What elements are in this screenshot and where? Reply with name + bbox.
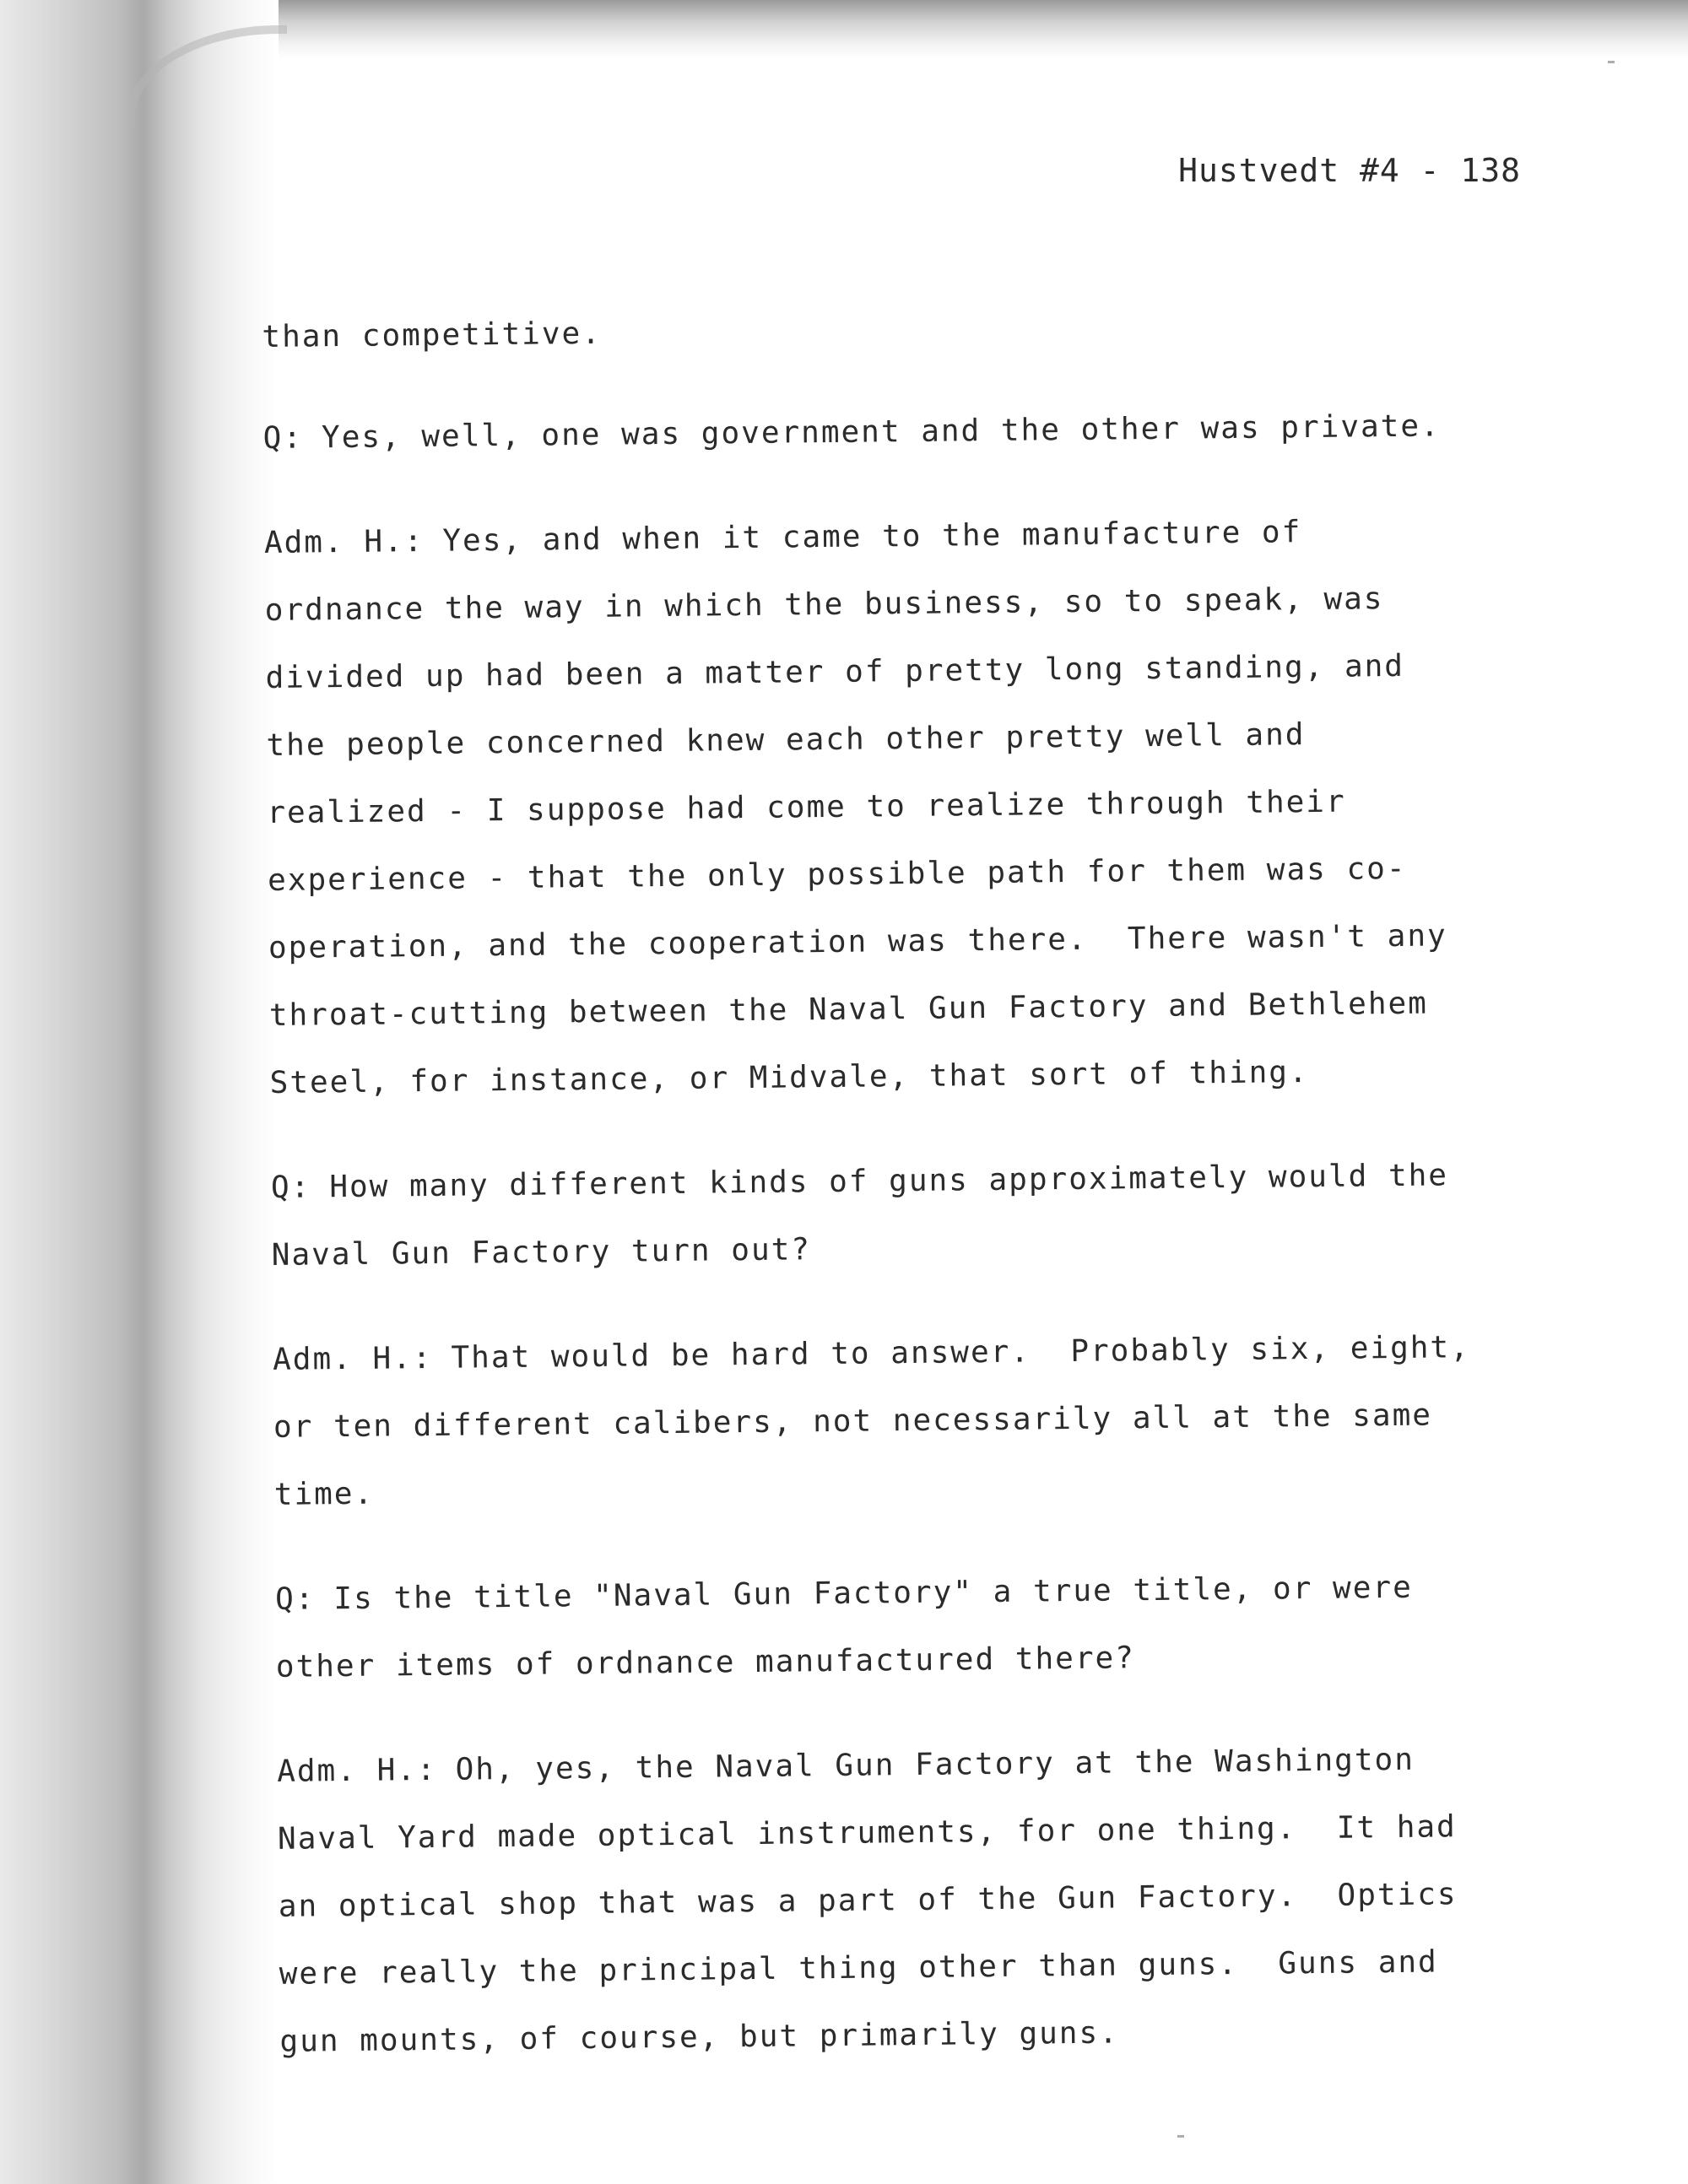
line-text: Yes, well, one was government and the other was private. [321, 408, 1441, 456]
text-line: Steel, for instance, or Midvale, that sort of thing. [269, 1055, 1309, 1100]
text-line: gun mounts, of course, but primarily guns. [279, 2015, 1120, 2059]
text-line [262, 392, 1529, 473]
line-text: Is the title "Naval Gun Factory" a true title, or were [333, 1570, 1413, 1617]
text-line: than competitive. [262, 316, 603, 354]
speaker-label: Adm. H.: [277, 1752, 437, 1789]
text-line: were really the principal thing other than guns. Guns and [279, 1944, 1438, 1992]
text-line: operation, and the cooperation was there. There wasn't any [268, 918, 1447, 965]
text-line: Naval Gun Factory turn out? [271, 1232, 812, 1273]
paragraph [262, 392, 1529, 473]
paragraph [275, 1553, 1543, 1701]
paragraph [264, 496, 1536, 1117]
text-line: Naval Yard made optical instruments, for one thing. It had [277, 1809, 1457, 1857]
page-header: Hustvedt #4 - 138 [1178, 152, 1521, 189]
text-line: time. [273, 1476, 375, 1512]
text-line: ordnance the way in which the business, so to speak, was [264, 581, 1384, 628]
scan-speck [1608, 61, 1615, 63]
scan-speck [1177, 2135, 1184, 2138]
transcript-body [262, 290, 1546, 2113]
speaker-label: Adm. H.: [263, 524, 425, 560]
line-text: How many different kinds of guns approximately would the [329, 1158, 1449, 1205]
text-line: an optical shop that was a part of the Gun Factory. Optics [278, 1877, 1458, 1924]
line-text: Yes, and when it came to the manufacture of [442, 515, 1302, 559]
speaker-label: Adm. H.: [272, 1340, 433, 1377]
binding-gutter-shadow [0, 0, 279, 2184]
line-text: Oh, yes, the Naval Gun Factory at the Washington [455, 1742, 1415, 1787]
speaker-label: Q: [262, 420, 304, 456]
speaker-label: Q: [274, 1581, 316, 1617]
text-line: throat-cutting between the Naval Gun Factory and Bethlehem [268, 986, 1429, 1033]
speaker-label: Q: [270, 1170, 311, 1205]
text-line: experience - that the only possible path for them was co- [267, 851, 1407, 898]
paragraph [262, 290, 1528, 371]
text-line: divided up had been a matter of pretty long standing, and [265, 648, 1405, 695]
text-line: or ten different calibers, not necessarily all at the same [273, 1397, 1433, 1445]
text-line [275, 1553, 1542, 1634]
paragraph [271, 1141, 1539, 1289]
text-line [273, 1313, 1539, 1394]
text-line: realized - I suppose had come to realize through their [267, 784, 1346, 830]
text-line: other items of ordnance manufactured there? [275, 1641, 1136, 1684]
paragraph [273, 1313, 1540, 1529]
paragraph [277, 1725, 1546, 2076]
text-line: the people concerned knew each other pretty well and [266, 717, 1306, 763]
text-line [271, 1141, 1538, 1222]
line-text: That would be hard to answer. Probably six, eight, [451, 1330, 1471, 1376]
